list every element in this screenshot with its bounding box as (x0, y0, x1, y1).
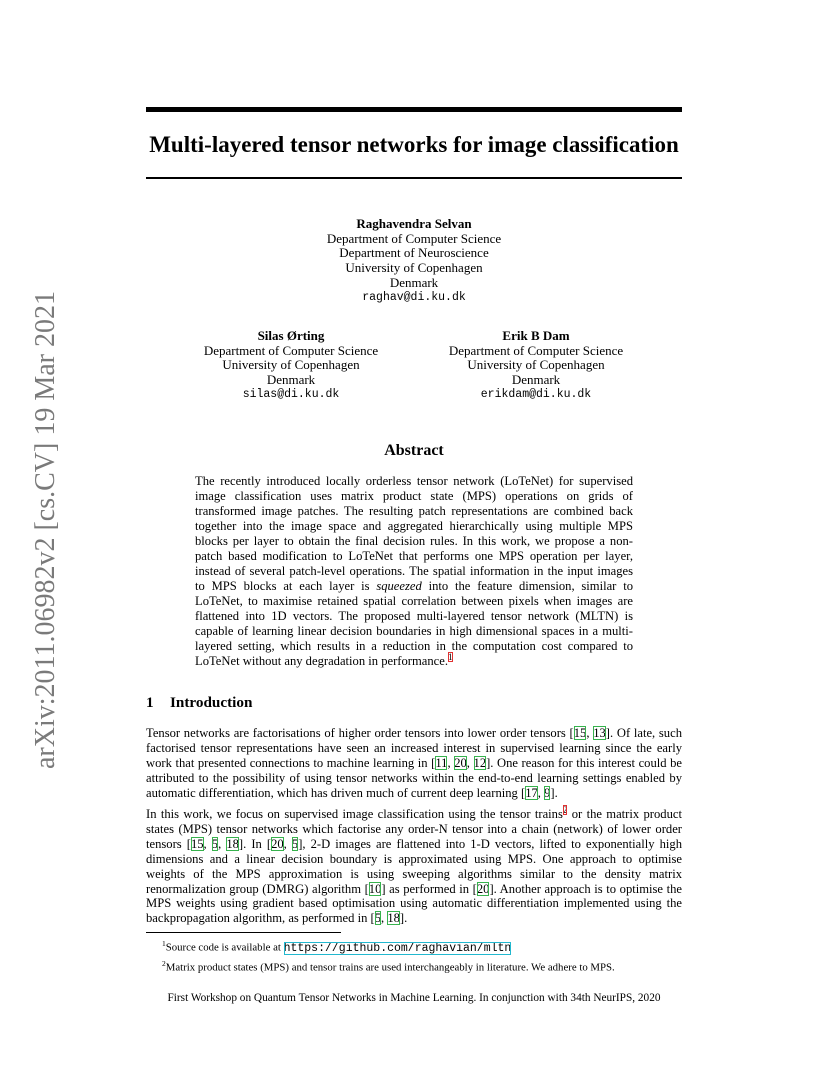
citation-link[interactable]: 5 (211, 836, 219, 851)
author-email[interactable]: erikdam@di.ku.dk (480, 387, 592, 401)
paragraph-text: , (447, 755, 455, 770)
citation-link[interactable]: 15 (573, 726, 587, 740)
paragraph-text: ]. Of late, such factorised tensor representations have seen an increased interest in supervised learning since the early work that presented connections to machine learning in [ (146, 726, 682, 770)
author-name: Raghavendra Selvan (356, 216, 472, 231)
author-affiliation: Denmark (266, 372, 316, 388)
author-affiliation: Denmark (389, 274, 439, 290)
intro-paragraph-2 (146, 804, 683, 926)
citation-link[interactable]: 18 (226, 836, 239, 851)
paragraph-text: , (586, 726, 594, 740)
source-code-link[interactable]: https://github.com/raghavian/mltn (283, 941, 512, 955)
footnote-text: Matrix product states (MPS) and tensor trains are used interchangeably in literature. We adhere to MPS. (165, 961, 615, 974)
paragraph-text: , (283, 836, 292, 851)
intro-paragraph-1 (146, 726, 682, 801)
citation-link[interactable]: 5 (374, 911, 382, 926)
abstract-body (195, 474, 633, 669)
paragraph-text: , (466, 755, 474, 770)
paragraph-text: , (537, 785, 545, 800)
footnote-link[interactable]: 2 (562, 804, 568, 815)
footnote-mark: 2 (162, 958, 166, 968)
title-bottom-rule (146, 177, 682, 179)
author-affiliation: Department of Computer Science (448, 342, 624, 358)
paragraph-text: ], 2-D images are flattened into 1-D vectors, lifted to exponentially high dimensions and a linear decision boundary is approximated using MPS. One approach to optimise weights of the MPS approximation is using sweeping algorithms similar to the density matrix renormalization group (DMRG) algorithm [ (146, 836, 683, 896)
paragraph-text: In this work, we focus on supervised image classification using the tensor trains (146, 807, 563, 821)
paragraph-text: ]. (399, 911, 408, 926)
author-name: Erik B Dam (502, 328, 570, 343)
citation-link[interactable]: 20 (454, 755, 467, 770)
footnote-link[interactable]: 1 (448, 651, 453, 662)
page-footer: First Workshop on Quantum Tensor Networks in Machine Learning. In conjunction with 34th NeurIPS, 2020 (167, 992, 661, 1004)
paper-title: Multi-layered tensor networks for image classification (149, 132, 679, 157)
author-affiliation: Department of Computer Science (326, 230, 502, 246)
footnote-rule (146, 932, 341, 933)
paragraph-text: ]. In [ (238, 836, 272, 851)
footnote-mark: 1 (162, 939, 166, 948)
abstract-text: into the feature dimension, similar to LoTeNet, to maximise retained spatial correlation between pixels when images are flattened into 1D vectors. The proposed multi-layered tensor network (MLTN) is capable of learning linear decision boundaries in high dimensional spaces in a multi-layered setting, which results in a reduction in the computation cost compared to LoTeNet without any degradation in performance. (195, 579, 633, 668)
section-heading (146, 693, 252, 713)
citation-link[interactable]: 18 (387, 911, 400, 926)
author-block-3 (436, 329, 636, 403)
arxiv-side-stamp: arXiv:2011.06982v2 [cs.CV] 19 Mar 2021 (30, 291, 61, 770)
citation-link[interactable]: 11 (435, 755, 448, 770)
citation-link[interactable]: 5 (291, 836, 299, 851)
citation-link[interactable]: 17 (525, 785, 538, 800)
citation-link[interactable]: 20 (271, 836, 284, 851)
author-affiliation: University of Copenhagen (222, 357, 360, 373)
author-affiliation: Department of Neuroscience (339, 245, 489, 261)
footnote-1 (146, 936, 682, 956)
author-block-2 (191, 329, 391, 403)
citation-link[interactable]: 12 (473, 755, 487, 770)
title-top-rule (146, 107, 682, 112)
paragraph-text: ]. Another approach is to optimise the MPS weights using gradient based optimisation using automatic differentiation implemented using the backpropagation algorithm, as performed in [ (146, 881, 682, 926)
author-affiliation: Denmark (511, 372, 561, 388)
citation-link[interactable]: 13 (593, 726, 606, 740)
abstract-text: The recently introduced locally orderless tensor network (LoTeNet) for supervised image classification uses matrix product state (MPS) operations on grids of transformed image patches. The resulting patch representations are combined back together into the image space and aggregated hierarchically using multiple MPS blocks per layer to obtain the final decision rules. In this work, we propose a non-patch based modification to LoTeNet that performs one MPS operation per layer, instead of several patch-level operations. The spatial information in the input images to MPS blocks at each layer is (195, 474, 633, 593)
paragraph-text: , (381, 911, 388, 926)
author-name: Silas Ørting (257, 328, 325, 343)
author-affiliation: University of Copenhagen (345, 260, 483, 276)
section-title: Introduction (170, 694, 253, 711)
footnote-text: Source code is available at (165, 941, 284, 954)
citation-link[interactable]: 20 (476, 881, 490, 896)
citation-link[interactable]: 9 (544, 785, 551, 800)
section-number: 1 (146, 694, 154, 711)
paragraph-text: ]. One reason for this interest could be attributed to the possibility of using tensor networks within the end-to-end learning settings enabled by automatic differentiation, which has driven much of current deep learning [ (146, 755, 683, 800)
paragraph-text: , (218, 836, 227, 851)
paragraph-text: or the matrix product states (MPS) tensor networks which factorise any order-N tensor into a chain (network) of lower order tensors [ (146, 807, 682, 851)
citation-link[interactable]: 10 (368, 881, 382, 896)
author-email[interactable]: silas@di.ku.dk (242, 387, 340, 401)
footnotes (146, 936, 682, 975)
paragraph-text: , (203, 836, 212, 851)
abstract-emphasis: squeezed (376, 579, 422, 593)
paragraph-text: ]. (550, 785, 558, 800)
paragraph-text: Tensor networks are factorisations of higher order tensors into lower order tensors [ (146, 726, 574, 740)
author-email[interactable]: raghav@di.ku.dk (362, 290, 466, 304)
abstract-heading: Abstract (384, 442, 444, 459)
author-affiliation: Department of Computer Science (203, 342, 379, 358)
author-affiliation: University of Copenhagen (467, 357, 605, 373)
footnote-2 (146, 956, 682, 976)
paragraph-text: ] as performed in [ (381, 881, 477, 896)
author-block-1 (264, 217, 564, 305)
citation-link[interactable]: 15 (190, 836, 204, 851)
